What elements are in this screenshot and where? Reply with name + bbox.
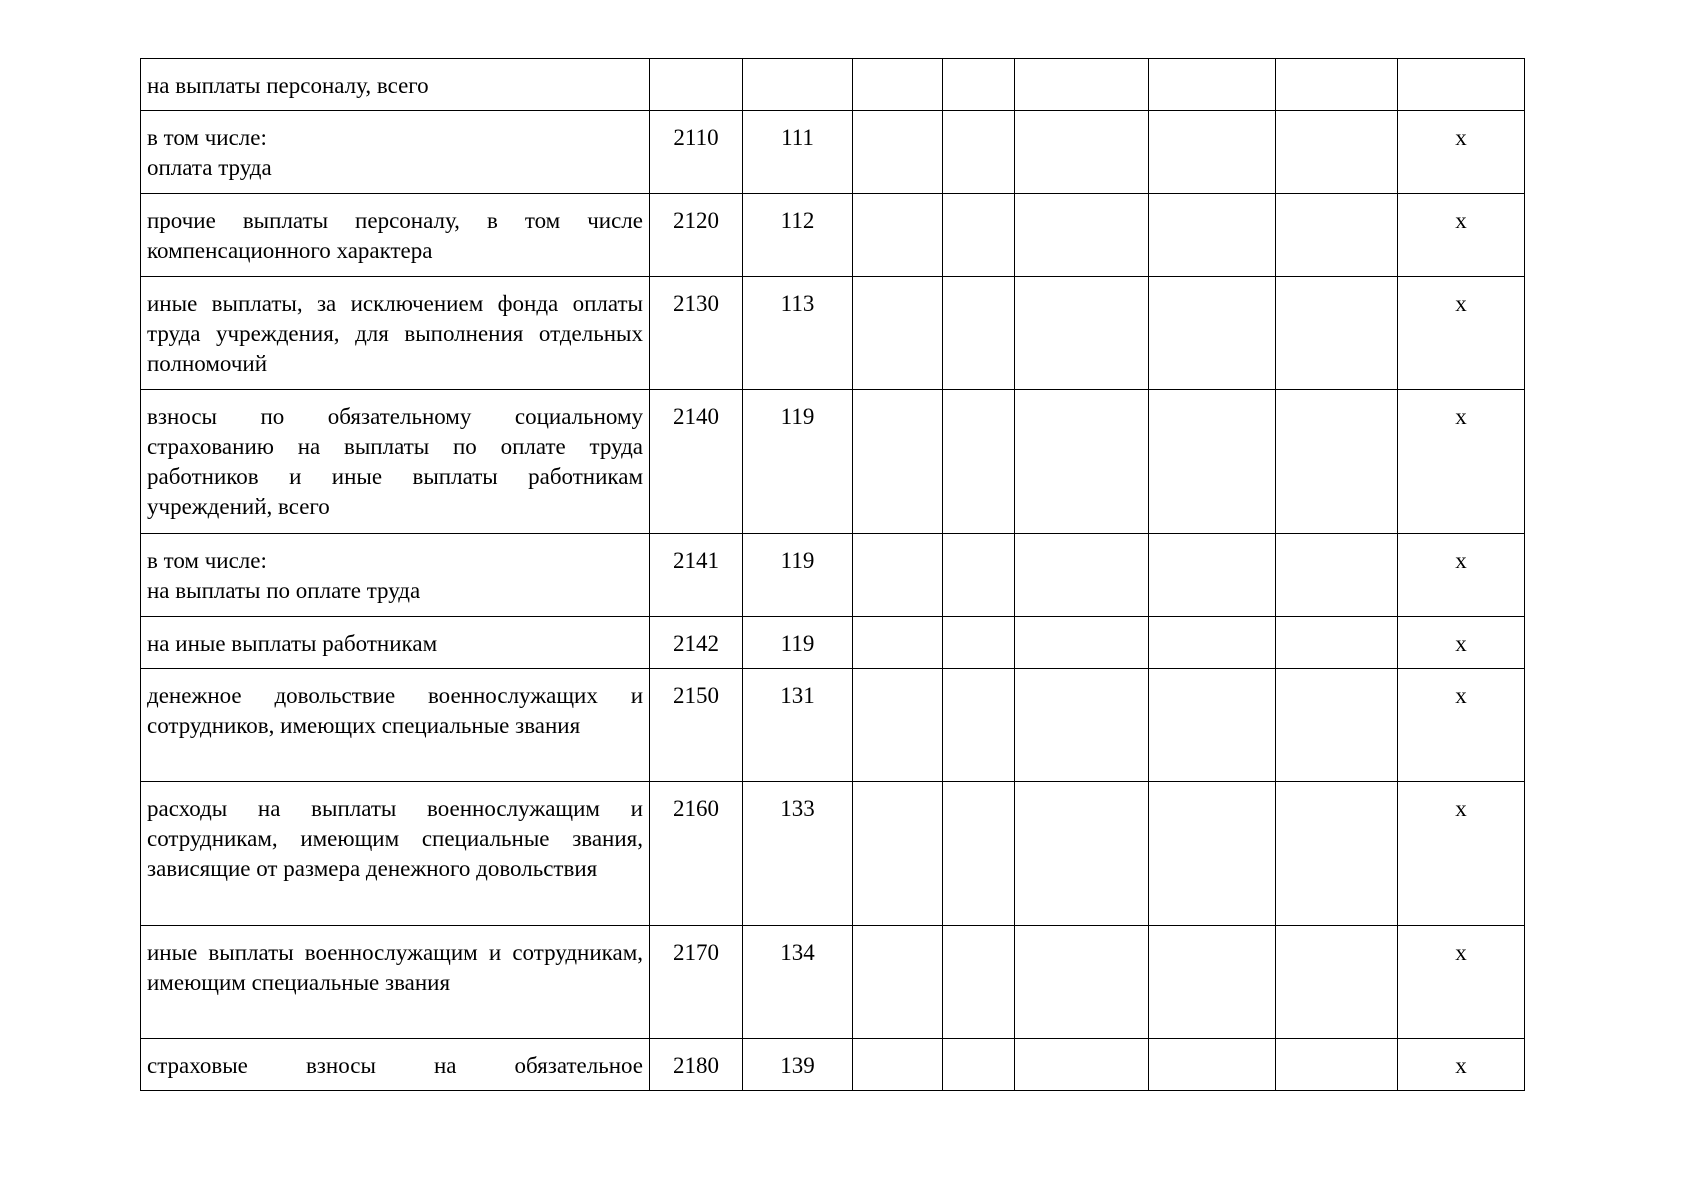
row-code: 2160 [650,782,743,926]
row-value-cell [1149,390,1276,534]
row-code: 2141 [650,534,743,617]
description-line: на выплаты по оплате труда [147,578,421,603]
row-kbk: 133 [743,782,853,926]
row-value-cell [853,534,943,617]
row-description [141,534,650,617]
row-value-cell [1149,59,1276,111]
row-kbk: 119 [743,390,853,534]
row-value-cell [1149,669,1276,782]
row-value-cell [853,111,943,194]
table-row [141,390,1525,534]
row-value-cell [1015,782,1149,926]
row-value-cell [853,926,943,1039]
row-value-cell [943,194,1015,277]
row-value-cell [1015,1039,1149,1091]
row-value-cell [1015,534,1149,617]
row-value-cell [853,390,943,534]
row-kbk: 113 [743,277,853,390]
row-value-cell [1276,617,1398,669]
row-value-cell [853,669,943,782]
row-description [141,1039,650,1091]
row-value-cell [1149,534,1276,617]
row-value-cell [1276,669,1398,782]
row-mark: x [1398,111,1525,194]
row-value-cell [1015,390,1149,534]
row-kbk: 112 [743,194,853,277]
table-row [141,194,1525,277]
row-mark: x [1398,534,1525,617]
row-value-cell [943,926,1015,1039]
row-value-cell [1276,782,1398,926]
row-value-cell [1015,926,1149,1039]
row-mark: x [1398,390,1525,534]
row-value-cell [1015,669,1149,782]
description-line: иные выплаты, за исключением фонда оплаты труда учреждения, для выполнения отдельных полномочий [147,291,643,376]
row-description [141,782,650,926]
row-value-cell [1015,617,1149,669]
row-value-cell [1149,1039,1276,1091]
row-value-cell [1276,194,1398,277]
row-description [141,194,650,277]
row-mark: x [1398,926,1525,1039]
row-kbk: 119 [743,617,853,669]
row-value-cell [1276,926,1398,1039]
description-line: на иные выплаты работникам [147,631,438,656]
row-description [141,669,650,782]
description-line: денежное довольствие военнослужащих и сотрудников, имеющих специальные звания [147,683,643,738]
description-line: на выплаты персоналу, всего [147,73,429,98]
row-value-cell [853,782,943,926]
row-value-cell [1149,277,1276,390]
row-value-cell [943,782,1015,926]
row-kbk: 134 [743,926,853,1039]
table-row [141,59,1525,111]
row-value-cell [943,669,1015,782]
row-value-cell [1276,534,1398,617]
row-value-cell [943,111,1015,194]
table-row [141,669,1525,782]
row-description [141,111,650,194]
row-kbk [743,59,853,111]
row-value-cell [853,59,943,111]
row-code: 2140 [650,390,743,534]
row-description [141,390,650,534]
description-line: в том числе: [147,548,267,573]
row-value-cell [1015,59,1149,111]
row-value-cell [1276,111,1398,194]
row-value-cell [1149,782,1276,926]
row-code: 2150 [650,669,743,782]
row-kbk: 131 [743,669,853,782]
row-description [141,926,650,1039]
row-mark [1398,59,1525,111]
row-value-cell [1276,1039,1398,1091]
row-code: 2170 [650,926,743,1039]
row-value-cell [943,390,1015,534]
table-row [141,111,1525,194]
description-line: расходы на выплаты военнослужащим и сотрудникам, имеющим специальные звания, зависящие от размера денежного довольствия [147,796,643,881]
row-value-cell [1015,194,1149,277]
description-line: взносы по обязательному социальному страхованию на выплаты по оплате труда работников и иные выплаты работникам учреждений, всего [147,404,643,519]
row-value-cell [943,59,1015,111]
table-row [141,277,1525,390]
row-mark: x [1398,194,1525,277]
description-line: иные выплаты военнослужащим и сотрудникам, имеющим специальные звания [147,940,643,995]
row-value-cell [1149,194,1276,277]
row-value-cell [853,277,943,390]
row-value-cell [1149,926,1276,1039]
row-value-cell [853,617,943,669]
row-value-cell [1015,111,1149,194]
row-description [141,617,650,669]
table-row [141,1039,1525,1091]
row-kbk: 119 [743,534,853,617]
row-mark: x [1398,782,1525,926]
row-value-cell [853,194,943,277]
row-value-cell [943,534,1015,617]
row-value-cell [1276,59,1398,111]
row-value-cell [943,1039,1015,1091]
row-value-cell [1149,111,1276,194]
table-row [141,782,1525,926]
row-value-cell [1276,390,1398,534]
row-mark: x [1398,277,1525,390]
table-body [141,59,1525,1091]
row-code: 2142 [650,617,743,669]
row-value-cell [853,1039,943,1091]
description-line: оплата труда [147,155,272,180]
row-value-cell [1149,617,1276,669]
row-value-cell [943,277,1015,390]
row-kbk: 111 [743,111,853,194]
row-description [141,59,650,111]
row-code [650,59,743,111]
row-description [141,277,650,390]
row-code: 2110 [650,111,743,194]
row-code: 2120 [650,194,743,277]
description-line: в том числе: [147,125,267,150]
row-mark: x [1398,669,1525,782]
row-value-cell [1276,277,1398,390]
row-mark: x [1398,617,1525,669]
row-value-cell [1015,277,1149,390]
row-value-cell [943,617,1015,669]
table-row [141,534,1525,617]
row-kbk: 139 [743,1039,853,1091]
table-row [141,617,1525,669]
row-code: 2180 [650,1039,743,1091]
description-line: страховые взносы на обязательное [147,1053,643,1078]
table-row [141,926,1525,1039]
row-code: 2130 [650,277,743,390]
budget-table [140,58,1525,1091]
row-mark: x [1398,1039,1525,1091]
description-line: прочие выплаты персоналу, в том числе компенсационного характера [147,208,643,263]
